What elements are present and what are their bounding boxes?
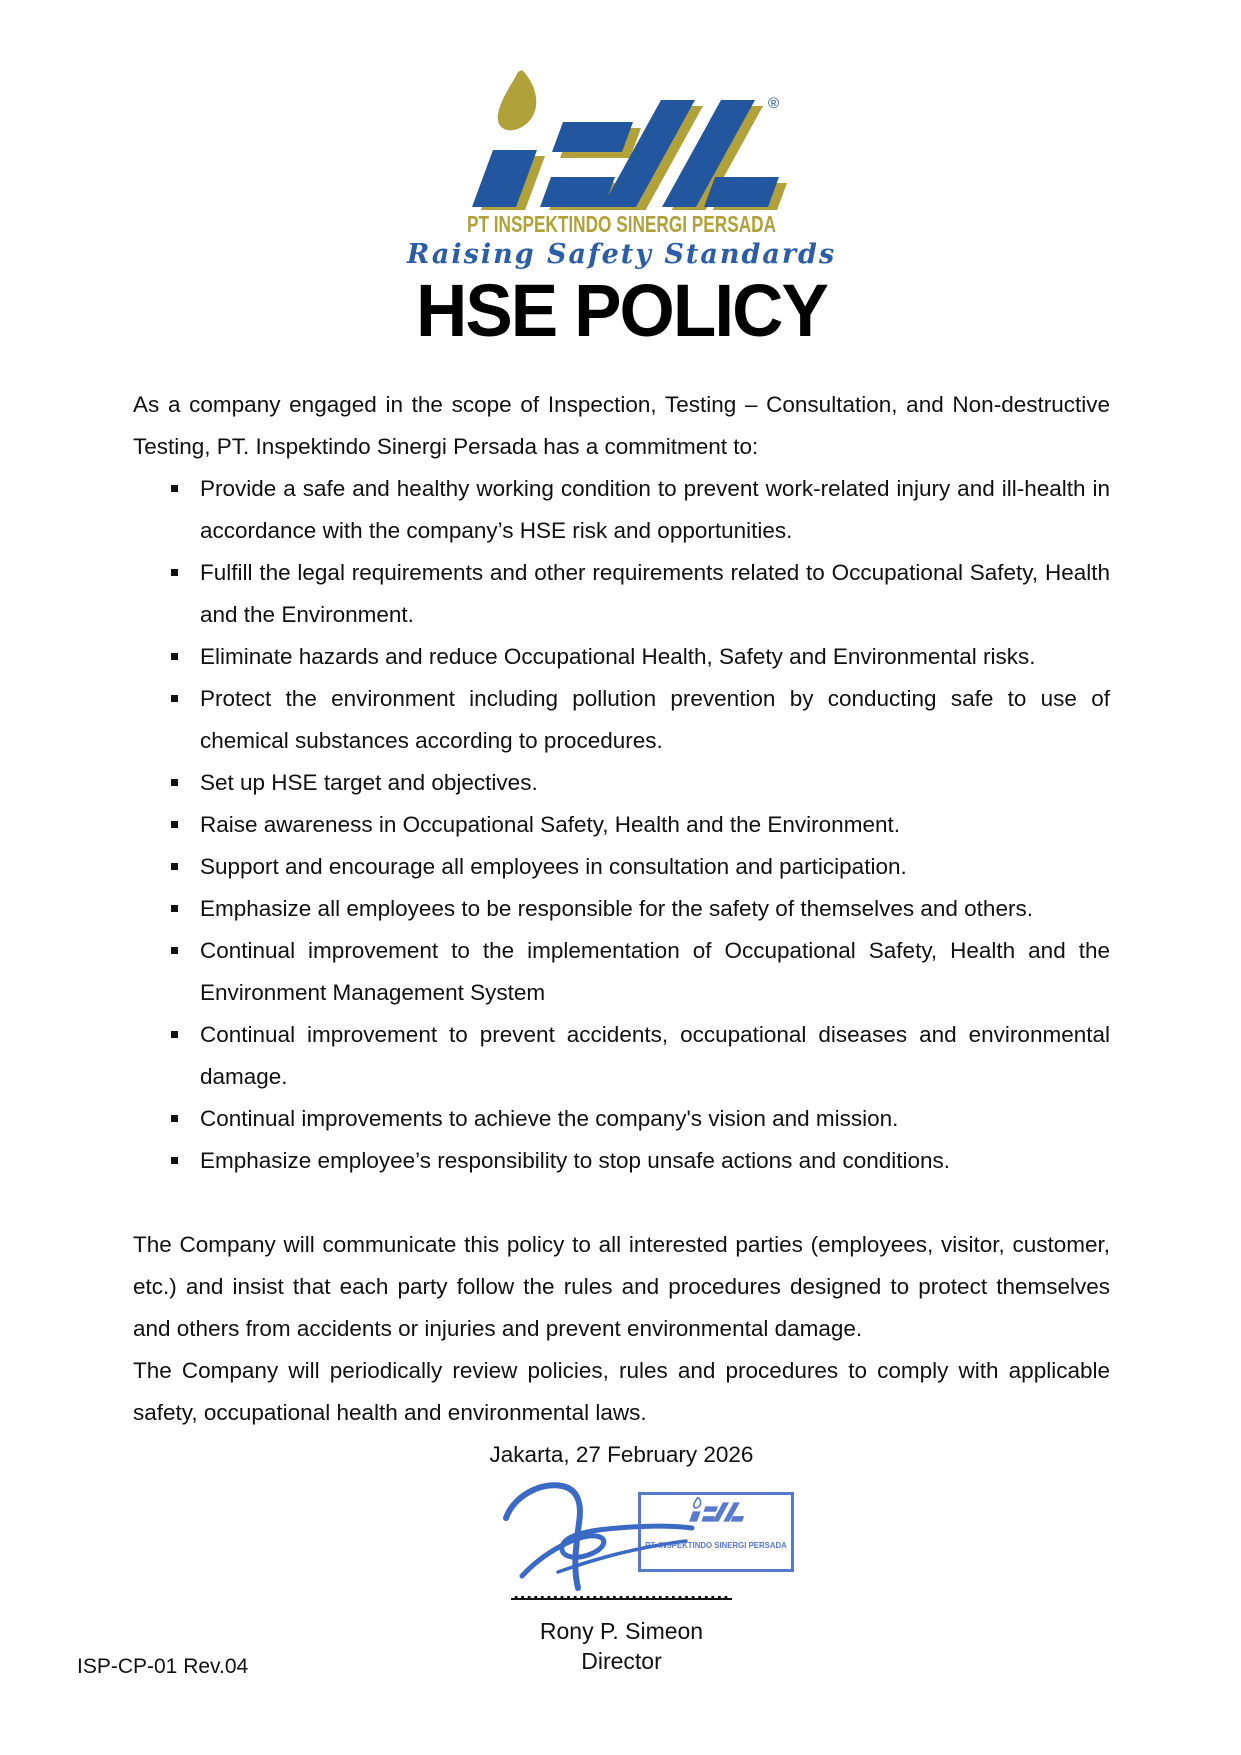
closing-paragraph: The Company will communicate this policy to all interested parties (employees, visitor, customer, etc.) and insist that each party follow the rules and procedures designed to protect themselves and others from accidents or injuries and prevent environmental damage. (133, 1232, 1110, 1341)
page-title: HSE POLICY (415, 269, 828, 352)
place-date: Jakarta, 27 February 2026 (489, 1442, 754, 1467)
policy-item: Emphasize all employees to be responsible for the safety of themselves and others. (133, 888, 1110, 930)
registered-mark: ® (767, 95, 779, 112)
stamp-logo-icon (655, 1497, 777, 1523)
policy-item: Set up HSE target and objectives. (133, 762, 1110, 804)
signature-area (452, 1476, 792, 1582)
policy-bullet-list (133, 468, 1110, 1182)
stamp-company-name: PT. INSPEKTINDO SINERGI PERSADA (644, 1540, 787, 1550)
company-stamp (638, 1492, 794, 1572)
policy-item: Provide a safe and healthy working condition to prevent work-related injury and ill-health in accordance with the company’s HSE risk and opportunities. (133, 468, 1110, 552)
stamp-flame-icon (693, 1497, 700, 1507)
policy-item: Emphasize employee’s responsibility to stop unsafe actions and conditions. (133, 1140, 1110, 1182)
policy-item: Support and encourage all employees in consultation and participation. (133, 846, 1110, 888)
signatory-role: Director (581, 1648, 662, 1674)
signature-dotted-line: ................................. (513, 1582, 730, 1604)
policy-item: Continual improvement to prevent accidents, occupational diseases and environmental damage. (133, 1014, 1110, 1098)
policy-item: Continual improvement to the implementation of Occupational Safety, Health and the Environment Management System (133, 930, 1110, 1014)
flame-icon (497, 70, 536, 130)
policy-item: Protect the environment including pollution prevention by conducting safe to use of chemical substances according to procedures. (133, 678, 1110, 762)
company-tagline: Raising Safety Standards (406, 239, 837, 270)
company-name: PT INSPEKTINDO SINERGI PERSADA (466, 212, 777, 238)
company-logo-icon (452, 70, 792, 210)
policy-item: Eliminate hazards and reduce Occupational Health, Safety and Environmental risks. (133, 636, 1110, 678)
closing-paragraph: The Company will periodically review policies, rules and procedures to comply with applicable safety, occupational health and environmental laws. (133, 1358, 1110, 1425)
intro-paragraph: As a company engaged in the scope of Inspection, Testing – Consultation, and Non-destructive Testing, PT. Inspektindo Sinergi Persada has a commitment to: (133, 392, 1110, 459)
policy-body (133, 384, 1110, 1676)
document-code: ISP-CP-01 Rev.04 (77, 1655, 249, 1678)
signatory-name: Rony P. Simeon (539, 1618, 704, 1644)
policy-item: Continual improvements to achieve the company's vision and mission. (133, 1098, 1110, 1140)
letterhead (133, 70, 1110, 270)
policy-item: Raise awareness in Occupational Safety, Health and the Environment. (133, 804, 1110, 846)
policy-item: Fulfill the legal requirements and other requirements related to Occupational Safety, Health and the Environment. (133, 552, 1110, 636)
